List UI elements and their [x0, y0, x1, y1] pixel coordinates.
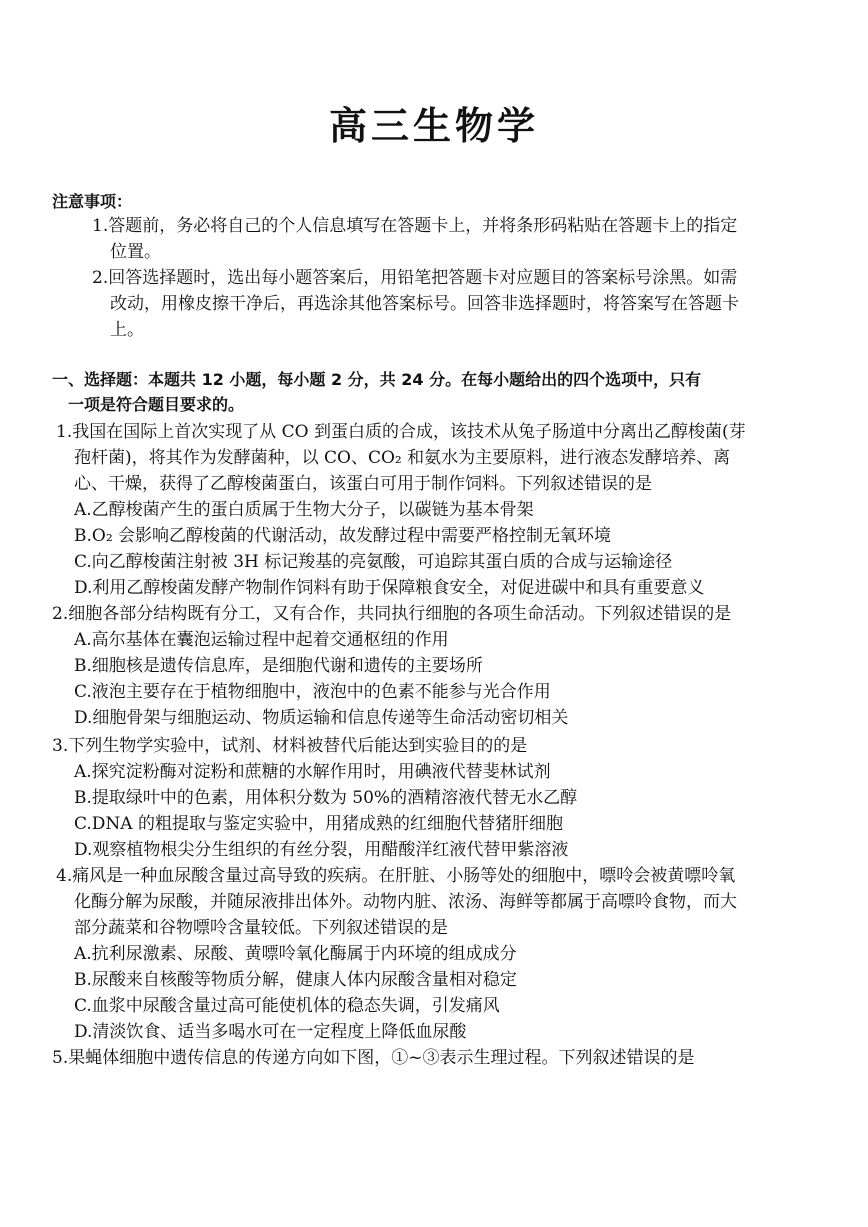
section-1-heading-line-1: 一、选择题：本题共 12 小题，每小题 2 分，共 24 分。在每小题给出的四个选项中，只有	[52, 370, 702, 389]
question-3-option-a: A.探究淀粉酶对淀粉和蔗糖的水解作用时，用碘液代替斐林试剂	[74, 762, 551, 782]
notice-item-1-line-2: 位置。	[110, 242, 161, 262]
question-2-option-d: D.细胞骨架与细胞运动、物质运输和信息传递等生命活动密切相关	[74, 708, 569, 728]
question-3-option-c: C.DNA 的粗提取与鉴定实验中，用猪成熟的红细胞代替猪肝细胞	[74, 814, 563, 834]
section-1-heading-line-2: 一项是符合题目要求的。	[68, 395, 245, 414]
question-2-option-b: B.细胞核是遗传信息库，是细胞代谢和遗传的主要场所	[74, 656, 483, 676]
question-4-stem-line-2: 化酶分解为尿酸，并随尿液排出体外。动物内脏、浓汤、海鲜等都属于高嘌呤食物，而大	[74, 892, 737, 912]
notice-item-2-line-3: 上。	[110, 320, 144, 340]
question-1-stem-line-3: 心、干燥，获得了乙醇梭菌蛋白，该蛋白可用于制作饲料。下列叙述错误的是	[74, 474, 652, 494]
question-1-option-d: D.利用乙醇梭菌发酵产物制作饲料有助于保障粮食安全，对促进碳中和具有重要意义	[74, 578, 705, 598]
question-4-option-a: A.抗利尿激素、尿酸、黄嘌呤氧化酶属于内环境的组成成分	[74, 944, 517, 964]
question-4-option-d: D.清淡饮食、适当多喝水可在一定程度上降低血尿酸	[74, 1022, 467, 1042]
question-1-stem-line-2: 孢杆菌)，将其作为发酵菌种，以 CO、CO₂ 和氨水为主要原料，进行液态发酵培养、离	[74, 448, 731, 468]
question-4-stem-line-3: 部分蔬菜和谷物嘌呤含量较低。下列叙述错误的是	[74, 918, 448, 938]
question-1-option-b: B.O₂ 会影响乙醇梭菌的代谢活动，故发酵过程中需要严格控制无氧环境	[74, 526, 612, 546]
notice-item-1-line-1: 1.答题前，务必将自己的个人信息填写在答题卡上，并将条形码粘贴在答题卡上的指定	[92, 216, 738, 236]
question-4-option-b: B.尿酸来自核酸等物质分解，健康人体内尿酸含量相对稳定	[74, 970, 517, 990]
question-2-option-a: A.高尔基体在囊泡运输过程中起着交通枢纽的作用	[74, 630, 449, 650]
question-1-option-c: C.向乙醇梭菌注射被 3H 标记羧基的亮氨酸，可追踪其蛋白质的合成与运输途径	[74, 552, 673, 572]
question-1-stem-line-1: 1.我国在国际上首次实现了从 CO 到蛋白质的合成，该技术从兔子肠道中分离出乙醇梭菌(芽	[56, 422, 746, 442]
question-3-stem: 3.下列生物学实验中，试剂、材料被替代后能达到实验目的的是	[52, 736, 528, 756]
notice-item-2-line-2: 改动，用橡皮擦干净后，再选涂其他答案标号。回答非选择题时，将答案写在答题卡	[110, 294, 739, 314]
question-2-stem: 2.细胞各部分结构既有分工，又有合作，共同执行细胞的各项生命活动。下列叙述错误的是	[52, 604, 732, 624]
question-4-option-c: C.血浆中尿酸含量过高可能使机体的稳态失调，引发痛风	[74, 996, 500, 1016]
notice-heading: 注意事项：	[52, 192, 133, 211]
question-5-stem: 5.果蝇体细胞中遗传信息的传递方向如下图，①~③表示生理过程。下列叙述错误的是	[52, 1048, 695, 1068]
page-title: 高三生物学	[328, 104, 539, 148]
question-3-option-b: B.提取绿叶中的色素，用体积分数为 50%的酒精溶液代替无水乙醇	[74, 788, 578, 808]
question-2-option-c: C.液泡主要存在于植物细胞中，液泡中的色素不能参与光合作用	[74, 682, 551, 702]
question-1-option-a: A.乙醇梭菌产生的蛋白质属于生物大分子，以碳链为基本骨架	[74, 500, 534, 520]
question-4-stem-line-1: 4.痛风是一种血尿酸含量过高导致的疾病。在肝脏、小肠等处的细胞中，嘌呤会被黄嘌呤氧	[56, 866, 736, 886]
question-3-option-d: D.观察植物根尖分生组织的有丝分裂，用醋酸洋红液代替甲紫溶液	[74, 840, 569, 860]
notice-item-2-line-1: 2.回答选择题时，选出每小题答案后，用铅笔把答题卡对应题目的答案标号涂黑。如需	[92, 268, 738, 288]
